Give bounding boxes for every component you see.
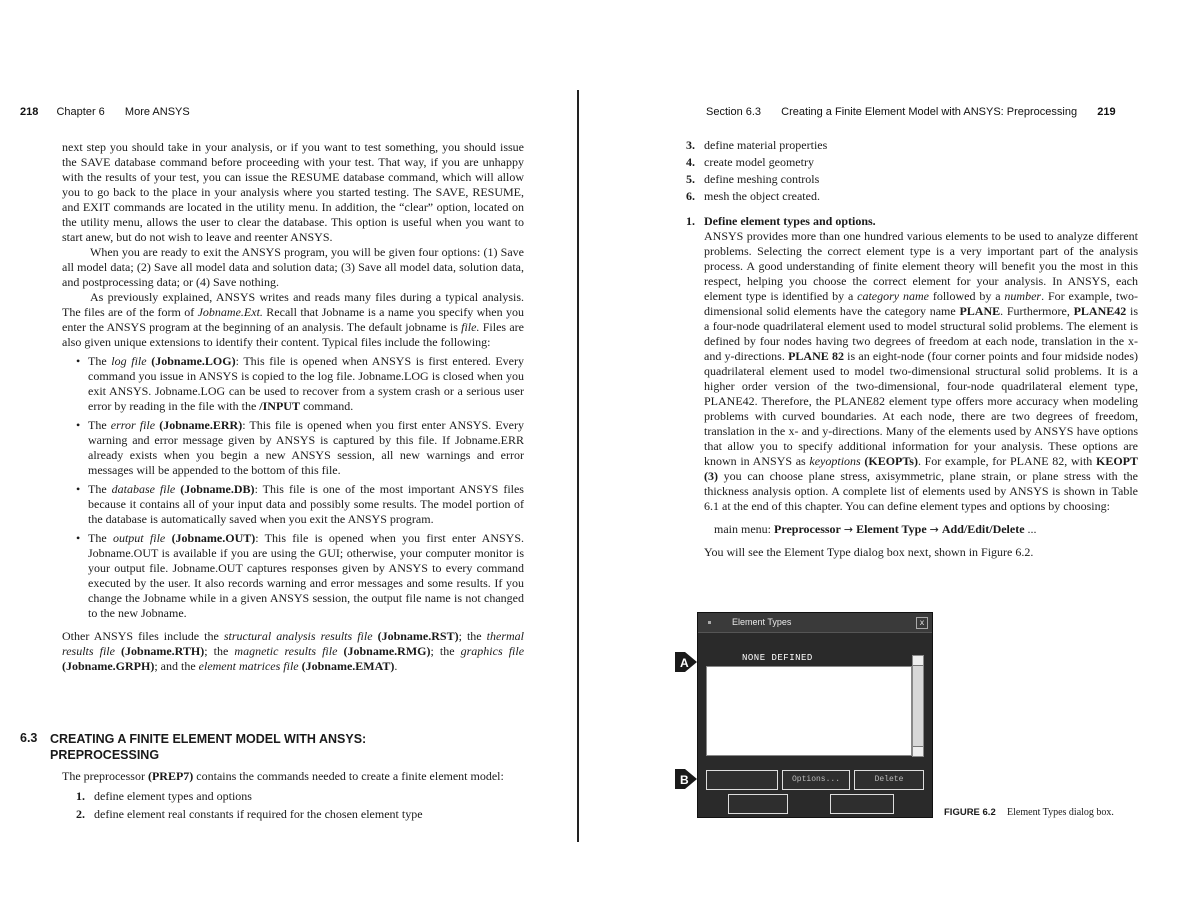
left-chapter-title: More ANSYS (124, 106, 190, 118)
element-types-list[interactable] (706, 666, 912, 756)
menu-path: main menu: Preprocessor → Element Type → Add/Edit/Delete ... (714, 522, 1037, 536)
figure-caption (944, 807, 1114, 818)
right-section-title: Creating a Finite Element Model with ANSYS: Preprocessing (781, 106, 1078, 118)
element-types-dialog (697, 612, 933, 818)
list-item: • The database file (Jobname.DB): This file is one of the most important ANSYS files because it contains all of your input data and possibly some results. The model portion of the database is automatically saved when you exit the ANSYS program. (62, 482, 524, 527)
item-heading: Define element types and options. (704, 214, 876, 228)
list-item: 4. create model geometry (686, 155, 814, 169)
section-number: 6.3 (20, 731, 38, 745)
right-running-head (706, 106, 1116, 118)
paragraph-exit-options: When you are ready to exit the ANSYS program, you will be given four options: (1) Save all model data; (2) Save all model data and solution data; (3) Save all model data, solution data, and postprocessing data; or (4) Save nothing. (62, 245, 524, 289)
left-bottom-column (62, 769, 532, 822)
paragraph-other-files: Other ANSYS files include the structural analysis results file (Jobname.RST); the thermal results file (Jobname.RTH); the magnetic results file (Jobname.RMG); the graphics file (Jobname.GRPH); and the element matrices file (Jobname.EMAT). (62, 629, 525, 673)
marker-a-icon (675, 652, 697, 672)
list-item: 1. define element types and options (76, 789, 252, 803)
right-section-label: Section 6.3 (706, 106, 762, 118)
list-item: 5. define meshing controls (686, 172, 820, 186)
window-menu-icon[interactable] (708, 621, 711, 624)
list-item: 2. define element real constants if required for the chosen element type (76, 807, 423, 821)
file-type-list (62, 354, 524, 621)
marker-b-icon (675, 769, 697, 789)
list-item: 3. define material properties (686, 138, 828, 152)
right-body-column (686, 211, 1138, 560)
right-page-number: 219 (1097, 106, 1116, 118)
scroll-down-icon[interactable] (913, 746, 923, 756)
list-item: • The error file (Jobname.ERR): This file is opened when you first enter ANSYS. Every warning and error message given by ANSYS is captured by this file. If Jobname.ERR already exists when you begin a new ANSYS session, all new warnings and error messages will be appended to the bottom of this file. (62, 418, 524, 478)
element-types-item (686, 214, 1138, 560)
marker-b-label: B (680, 773, 689, 787)
list-item: • The output file (Jobname.OUT): This file is opened when you first enter ANSYS. Jobname.OUT is available if you are using the GUI; otherwise, your computer monitor is your output file. Jobname.OUT captures responses given by ANSYS to every command executed by the user. It also records warning and error messages and some results. If you change the Jobname while in a given ANSYS session, the output file name is not changed to the new Jobname. (62, 531, 524, 621)
options-button[interactable]: Options... (782, 770, 850, 790)
figure-label: FIGURE 6.2 (944, 807, 996, 818)
help-button[interactable] (830, 794, 894, 814)
dialog-intro-text: You will see the Element Type dialog box next, shown in Figure 6.2. (704, 545, 1034, 559)
left-page-number: 218 (20, 106, 39, 118)
list-scrollbar[interactable] (912, 655, 924, 757)
defined-element-types-label: NONE DEFINED (742, 653, 813, 663)
paragraph-files: As previously explained, ANSYS writes and reads many files during a typical analysis. The files are of the form of Jobname.Ext. Recall that Jobname is a name you specify when you enter the ANSYS program at the beginning of an analysis. The default jobname is file. Files are also given unique extensions to identify their content. Typical files include the following: (62, 290, 524, 349)
list-item: • The log file (Jobname.LOG): This file is opened when ANSYS is first entered. Every command you issue in ANSYS is copied to the log file. Jobname.LOG is closed when you exit ANSYS. Jobname.LOG can be used to recover from a system crash or a serious user error by reading in the file with the /INPUT command. (62, 354, 524, 414)
close-button[interactable] (728, 794, 788, 814)
dialog-titlebar (698, 613, 932, 633)
left-body-column (62, 140, 524, 674)
paragraph-preprocessor: The preprocessor (PREP7) contains the commands needed to create a finite element model: (62, 769, 504, 783)
marker-a-label: A (680, 656, 689, 670)
page-gutter-divider (577, 90, 579, 842)
element-types-paragraph: ANSYS provides more than one hundred various elements to be used to analyze different problems. Selecting the correct element type is a very important part of the analysis process. A good understanding of finite element theory will benefit you the most in this respect, helping you choose the correct element for your analysis. In ANSYS, each element type is identified by a category name followed by a number. For example, two-dimensional solid elements have the category name PLANE. Furthermore, PLANE42 is a four-node quadrilateral element used to model structural solid problems. The element is defined by four nodes having two degrees of freedom at each node, translation in the x- and y-directions. PLANE 82 is an eight-node (four corner points and four midside nodes) quadrilateral element used to model two-dimensional structural solid problems. It is a higher order version of the two-dimensional, four-node quadrilateral element type, PLANE42. Therefore, the PLANE82 element type offers more accuracy when modeling problems with curved boundaries. At each node, there are two degrees of freedom, translation in the x- and y-directions. Many of the elements used by ANSYS have options that allow you to specify additional information for your analysis. These options are known in ANSYS as keyoptions (KEOPTs). For example, for PLANE 82, with KEOPT (3) you can choose plane stress, axisymmetric, plane strain, or plane stress with the thickness analysis option. A complete list of elements used by ANSYS is shown in Table 6.1 at the end of this chapter. You can define element types and options by choosing: (704, 229, 1138, 513)
item-number: 1. (686, 214, 695, 228)
steps-list-left (62, 789, 532, 822)
delete-button[interactable]: Delete (854, 770, 924, 790)
scroll-up-icon[interactable] (913, 656, 923, 666)
paragraph-save-database: next step you should take in your analysis, or if you want to test something, you should issue the SAVE database command before proceeding with your test. That way, if you are unhappy with the results of your test, you can issue the RESUME database command, which will allow you to go back to the place in your analysis where you started testing. The SAVE, RESUME, and EXIT commands are located in the utility menu. In addition, the “clear” option, located on the utility menu, allows the user to clear the database. This option is useful when you want to start anew, but do not wish to leave and reenter ANSYS. (62, 140, 524, 244)
figure-caption-text: Element Types dialog box. (1007, 807, 1114, 818)
add-button[interactable] (706, 770, 778, 790)
section-title: CREATING A FINITE ELEMENT MODEL WITH ANSYS: PREPROCESSING (50, 732, 367, 762)
dialog-title: Element Types (732, 617, 792, 627)
close-icon[interactable]: x (916, 617, 928, 629)
left-running-head (20, 106, 190, 118)
left-chapter-label: Chapter 6 (56, 106, 105, 118)
list-item: 6. mesh the object created. (686, 189, 820, 203)
right-steps-list (686, 136, 1126, 204)
